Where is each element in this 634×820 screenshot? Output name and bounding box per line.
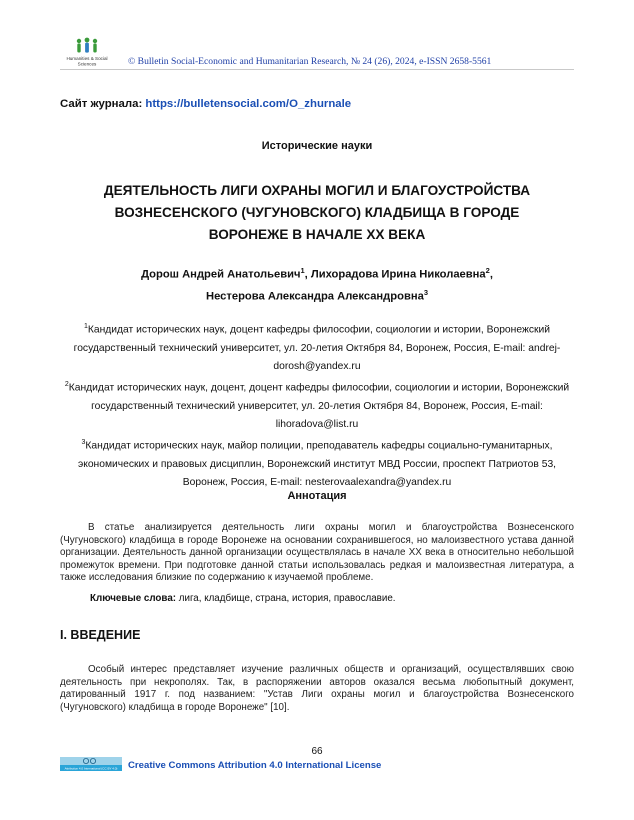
- author-name: Лихорадова Ирина Николаевна: [310, 268, 486, 281]
- affiliation-item: $^3$Кандидат исторических наук, майор полиции, преподаватель кафедры социально-гуманитарных, экономических и правовых дисциплин, Воронежский институт МВД России, проспект Патриотов 53, Воронеж, Россия, E-mail: nesterovaalexandra@yandex.ru: [77, 439, 557, 488]
- intro-heading: I. ВВЕДЕНИЕ: [60, 628, 141, 642]
- author-name: Дорош Андрей Анатольевич: [141, 268, 301, 281]
- affiliation-item: $^1$Кандидат исторических наук, доцент кафедры философии, социологии и истории, Воронежский государственный технический университет, ул. 20-летия Октября 84, Воронеж, Россия, E-mail: andrej-dorosh@yandex.ru: [73, 323, 561, 372]
- affiliations: [64, 318, 570, 492]
- keywords-label: Ключевые слова:: [90, 593, 177, 604]
- logo-text: Humanities & Social: [66, 56, 108, 61]
- svg-text:Attribution 4.0 International: Attribution 4.0 International (CC BY 4.0): [64, 766, 118, 771]
- page-number: 66: [311, 746, 323, 757]
- journal-logo: [60, 36, 114, 68]
- site-link[interactable]: https://bulletensocial.com/O_zhurnale: [145, 98, 352, 110]
- title-line: ВОРОНЕЖЕ В НАЧАЛЕ XX ВЕКА: [208, 227, 426, 242]
- journal-site-line: [60, 98, 351, 110]
- author-sup: 2: [485, 266, 490, 275]
- title-line: ДЕЯТЕЛЬНОСТЬ ЛИГИ ОХРАНЫ МОГИЛ И БЛАГОУСТРОЙСТВА: [103, 183, 531, 198]
- author-sup: 1: [300, 266, 305, 275]
- cc-license-badge[interactable]: [60, 757, 122, 771]
- title-line: ВОЗНЕСЕНСКОГО (ЧУГУНОВСКОГО) КЛАДБИЩА В ГОРОДЕ: [114, 205, 520, 220]
- keywords-text: лига, кладбище, страна, история, православие.: [176, 593, 396, 604]
- authors: Дорош Андрей Анатольевич$^1$, Лихорадова Ирина Николаевна$^2$, Нестерова Александра Александровна$^3$: [141, 266, 493, 303]
- logo-figures-icon: [77, 38, 97, 53]
- article-title: [70, 180, 564, 246]
- journal-citation: © Bulletin Social-Economic and Humanitarian Research, № 24 (26), 2024, e-ISSN 2658-5561: [128, 56, 492, 67]
- intro-text: Особый интерес представляет изучение различных обществ и организаций, осуществлявших свою деятельность при некрополях. Так, в распоряжении авторов оказался весьма любопытный документ, датированный 1917 г. под названием: "Устав Лиги охраны могил и благоустройства Вознесенского (Чугуновского) кладбища в городе Воронеже" [10].: [60, 664, 574, 713]
- header-divider: [60, 69, 574, 70]
- svg-text:Sciences: Sciences: [77, 61, 97, 67]
- cc-license-text[interactable]: Creative Commons Attribution 4.0 International License: [128, 760, 382, 771]
- affiliation-item: $^2$Кандидат исторических наук, доцент, доцент кафедры философии, социологии и истории, Воронежский государственный технический университет, ул. 20-летия Октября 84, Воронеж, Россия, E-mail: lihoradova@list.ru: [64, 381, 570, 430]
- abstract-text: В статье анализируется деятельность лиги охраны могил и благоустройства Вознесенского (Чугуновского) кладбища в городе Воронеже на основании сохранившегося, но малоизвестного устава данной организации. Деятельность данной организации осуществлялась в начале XX века в относительно небольшой промежуток времени. При подготовке данной статьи использовалась редкая и малоизвестная литература, а также исследования близкие по содержанию к изучаемой проблеме.: [60, 522, 574, 584]
- section-name: Исторические науки: [261, 140, 373, 152]
- author-sup: 3: [423, 287, 428, 297]
- author-name: Нестерова Александра Александровна: [206, 290, 424, 303]
- site-label: Сайт журнала:: [60, 98, 143, 110]
- abstract-heading: Аннотация: [287, 490, 347, 502]
- keywords: [90, 593, 396, 604]
